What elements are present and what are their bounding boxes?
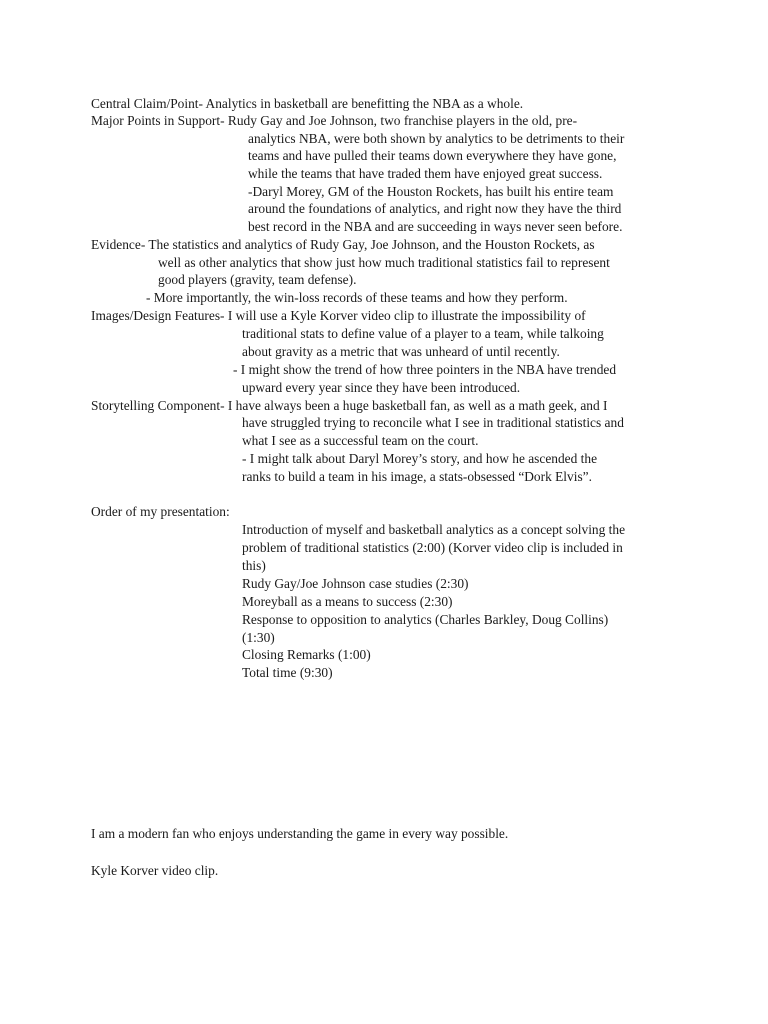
evidence-line: Evidence- The statistics and analytics of Rudy Gay, Joe Johnson, and the Houston Rockets, as (91, 237, 595, 252)
order-line: Closing Remarks (1:00) (242, 647, 371, 662)
order-line: Total time (9:30) (242, 665, 333, 680)
order-line: problem of traditional statistics (2:00) (Korver video clip is included in (242, 540, 623, 555)
images-design-line: about gravity as a metric that was unheard of until recently. (242, 344, 560, 359)
evidence-line: good players (gravity, team defense). (158, 272, 357, 287)
order-line: Response to opposition to analytics (Charles Barkley, Doug Collins) (242, 612, 609, 627)
storytelling-line: Storytelling Component- I have always been a huge basketball fan, as well as a math geek, and I (91, 398, 608, 413)
images-design-line: upward every year since they have been introduced. (242, 380, 521, 395)
storytelling-line: ranks to build a team in his image, a stats-obsessed “Dork Elvis”. (242, 469, 592, 484)
evidence-line: - More importantly, the win-loss records of these teams and how they perform. (146, 290, 568, 305)
order-line: Moreyball as a means to success (2:30) (242, 594, 453, 609)
order-line: (1:30) (242, 630, 275, 645)
order-heading: Order of my presentation: (91, 504, 230, 519)
major-points-line: while the teams that have traded them have enjoyed great success. (248, 166, 603, 181)
storytelling-line: what I see as a successful team on the court. (242, 433, 479, 448)
clip-note: Kyle Korver video clip. (91, 863, 219, 878)
major-points-line: best record in the NBA and are succeeding in ways never seen before. (248, 219, 623, 234)
order-line: Rudy Gay/Joe Johnson case studies (2:30) (242, 576, 469, 591)
images-design-line: traditional stats to define value of a player to a team, while talkoing (242, 326, 604, 341)
images-design-line: Images/Design Features- I will use a Kyle Korver video clip to illustrate the impossibility of (91, 308, 586, 323)
major-points-line: analytics NBA, were both shown by analytics to be detriments to their (248, 131, 625, 146)
storytelling-line: - I might talk about Daryl Morey’s story, and how he ascended the (242, 451, 598, 466)
storytelling-line: have struggled trying to reconcile what I see in traditional statistics and (242, 415, 624, 430)
evidence-line: well as other analytics that show just how much traditional statistics fail to represent (158, 255, 610, 270)
major-points-line: teams and have pulled their teams down everywhere they have gone, (248, 148, 617, 163)
fan-note: I am a modern fan who enjoys understanding the game in every way possible. (91, 826, 509, 841)
major-points-line: around the foundations of analytics, and right now they have the third (248, 201, 622, 216)
order-line: this) (242, 558, 266, 573)
major-points-line: -Daryl Morey, GM of the Houston Rockets, has built his entire team (248, 184, 614, 199)
order-line: Introduction of myself and basketball analytics as a concept solving the (242, 522, 626, 537)
images-design-line: - I might show the trend of how three pointers in the NBA have trended (233, 362, 617, 377)
central-claim: Central Claim/Point- Analytics in basketball are benefitting the NBA as a whole. (91, 96, 524, 111)
major-points-line: Major Points in Support- Rudy Gay and Joe Johnson, two franchise players in the old, pre- (91, 113, 578, 128)
